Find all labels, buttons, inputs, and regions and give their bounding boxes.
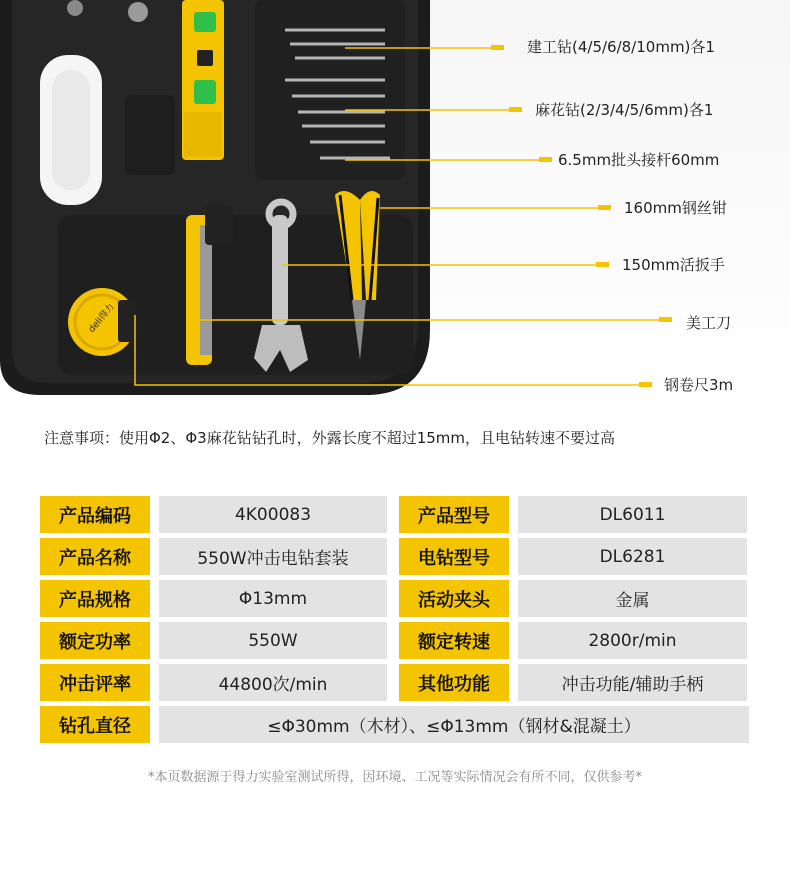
callout-tape: 钢卷尺3m: [664, 376, 734, 394]
tape-measure: [68, 288, 136, 356]
spec-label: 其他功能: [399, 664, 509, 701]
spec-row: [40, 538, 750, 575]
spec-label: 产品型号: [399, 496, 509, 533]
usage-note: 注意事项：使用Φ2、Φ3麻花钻钻孔时，外露长度不超过15mm，且电钻转速不要过高: [44, 429, 616, 447]
spec-value: DL6011: [518, 496, 747, 533]
callout-bit-extension: 6.5mm批头接杆60mm: [558, 151, 720, 169]
spec-row: [40, 580, 750, 617]
spec-label: 电钻型号: [399, 538, 509, 575]
svg-text:deli得力: deli得力: [87, 302, 117, 335]
spec-value: 4K00083: [159, 496, 387, 533]
spec-value: 2800r/min: [518, 622, 747, 659]
spec-value: 金属: [518, 580, 747, 617]
footnote: *本页数据源于得力实验室测试所得，因环境、工况等实际情况会有所不同，仅供参考*: [147, 770, 642, 785]
spec-label: 产品规格: [40, 580, 150, 617]
spec-value: DL6281: [518, 538, 747, 575]
spec-label: 额定功率: [40, 622, 150, 659]
callout-masonry-bits: 建工钻(4/5/6/8/10mm)各1: [527, 38, 715, 56]
spec-label: 冲击评率: [40, 664, 150, 701]
spec-label: 产品名称: [40, 538, 150, 575]
product-photo: [0, 0, 790, 405]
spec-label: 活动夹头: [399, 580, 509, 617]
spec-value: 44800次/min: [159, 664, 387, 701]
callout-knife: 美工刀: [686, 314, 732, 332]
callout-wrench: 150mm活扳手: [622, 256, 725, 274]
spec-value: 冲击功能/辅助手柄: [518, 664, 747, 701]
spec-table: [40, 496, 750, 748]
spec-row: [40, 706, 750, 743]
spec-value: 550W: [159, 622, 387, 659]
spec-value: ≤Φ30mm（木材）、≤Φ13mm（钢材&混凝土）: [159, 706, 749, 743]
spec-row: [40, 496, 750, 533]
spec-value: 550W冲击电钻套装: [159, 538, 387, 575]
spec-value: Φ13mm: [159, 580, 387, 617]
spec-label: 产品编码: [40, 496, 150, 533]
spec-row: [40, 664, 750, 701]
callout-pliers: 160mm钢丝钳: [624, 199, 727, 217]
callout-twist-bits: 麻花钻(2/3/4/5/6mm)各1: [535, 101, 714, 119]
spirit-level: [182, 0, 224, 160]
spec-label: 额定转速: [399, 622, 509, 659]
spec-row: [40, 622, 750, 659]
spec-label: 钻孔直径: [40, 706, 150, 743]
